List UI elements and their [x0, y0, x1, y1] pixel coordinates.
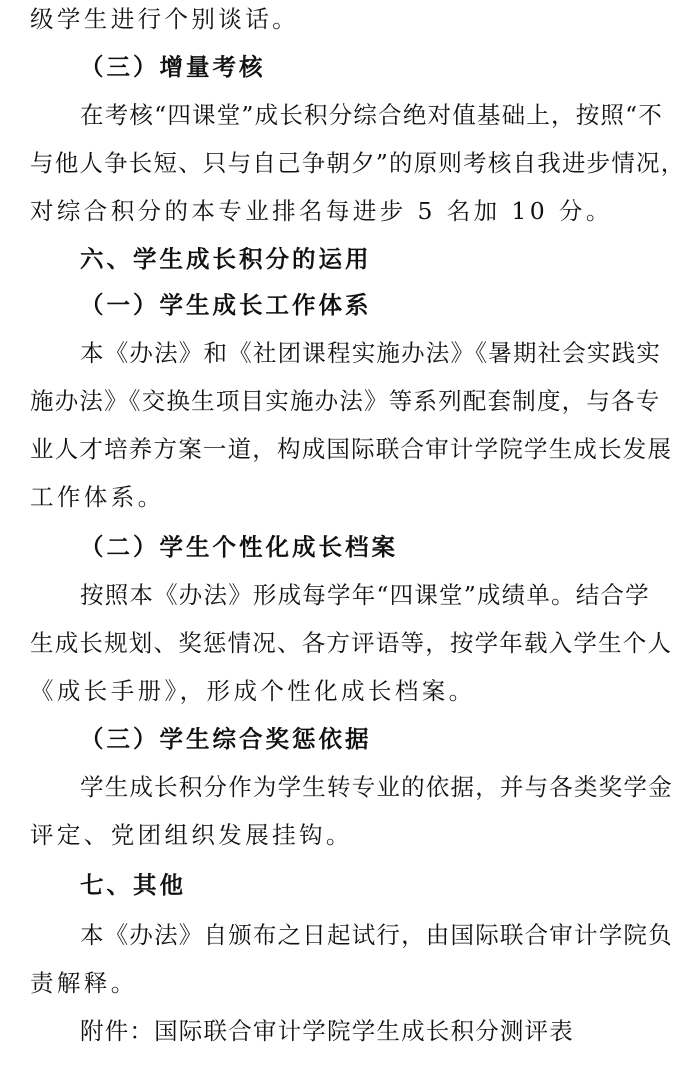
- section-heading-other: 七、其他: [80, 871, 186, 899]
- paragraph-line: 施办法》《交换生项目实施办法》等系列配套制度，与各专: [30, 387, 661, 415]
- paragraph-line: 学生成长积分作为学生转专业的依据，并与各类奖学金: [80, 773, 673, 801]
- section-heading-points-usage: 六、学生成长积分的运用: [80, 245, 372, 273]
- paragraph-line: 《成长手册》，形成个性化成长档案。: [30, 677, 476, 705]
- paragraph-line: 本《办法》自颁布之日起试行，由国际联合审计学院负: [80, 921, 673, 949]
- paragraph-line: 对综合积分的本专业排名每进步 5 名加 10 分。: [30, 197, 613, 225]
- section-heading-growth-archive: （二）学生个性化成长档案: [80, 533, 398, 561]
- paragraph-line: 生成长规划、奖惩情况、各方评语等，按学年载入学生个人: [30, 629, 673, 657]
- paragraph-line: 评定、党团组织发展挂钩。: [30, 821, 353, 849]
- paragraph-line: 本《办法》和《社团课程实施办法》《暑期社会实践实: [80, 339, 662, 367]
- section-heading-incremental-assessment: （三）增量考核: [80, 53, 266, 81]
- section-heading-rewards-basis: （三）学生综合奖惩依据: [80, 725, 372, 753]
- paragraph-line: 级学生进行个别谈话。: [30, 5, 299, 33]
- paragraph-line: 责解释。: [30, 969, 138, 997]
- section-heading-growth-work-system: （一）学生成长工作体系: [80, 291, 372, 319]
- paragraph-line: 工作体系。: [30, 483, 165, 511]
- paragraph-line: 按照本《办法》形成每学年“四课堂”成绩单。结合学: [80, 581, 650, 609]
- paragraph-line: 业人才培养方案一道，构成国际联合审计学院学生成长发展: [30, 435, 673, 463]
- paragraph-line: 与他人争长短、只与自己争朝夕”的原则考核自我进步情况，: [30, 149, 686, 177]
- paragraph-line: 在考核“四课堂”成长积分综合绝对值基础上，按照“不: [80, 101, 664, 129]
- attachment-line: 附件：国际联合审计学院学生成长积分测评表: [80, 1017, 574, 1045]
